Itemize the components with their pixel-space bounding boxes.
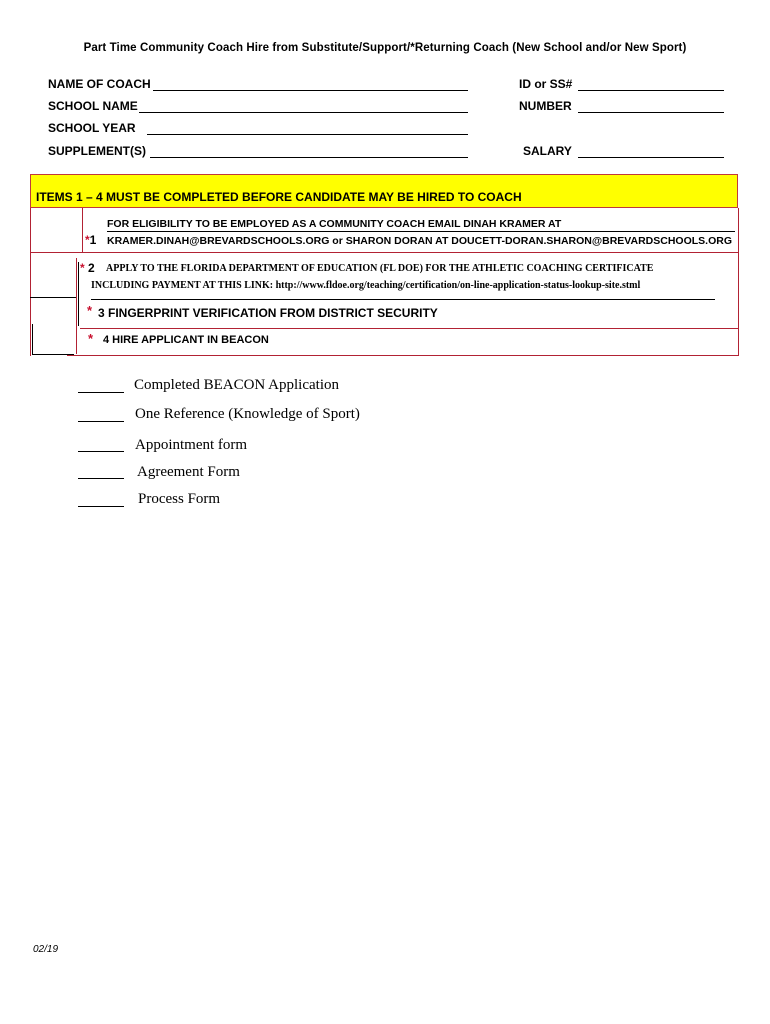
checklist-blank-4[interactable] (78, 478, 124, 479)
name-of-coach-field[interactable] (153, 90, 468, 91)
item3-text: 3 FINGERPRINT VERIFICATION FROM DISTRICT SECURITY (98, 306, 438, 320)
revision-date: 02/19 (33, 944, 59, 955)
box-bottom-border (67, 355, 739, 356)
name-of-coach-label: NAME OF COACH (48, 77, 151, 91)
item4-mark-vertical (32, 324, 33, 354)
supplements-label: SUPPLEMENT(S) (48, 144, 147, 158)
school-year-label: SCHOOL YEAR (48, 121, 136, 135)
row-divider-1 (30, 252, 738, 253)
number-label: NUMBER (519, 99, 572, 113)
checklist-blank-5[interactable] (78, 506, 124, 507)
item1-underline (107, 231, 735, 232)
school-name-field[interactable] (139, 112, 468, 113)
item2-line1: APPLY TO THE FLORIDA DEPARTMENT OF EDUCATION (FL DOE) FOR THE ATHLETIC COACHING CERTIFICATE (106, 263, 654, 274)
inner-left-border (76, 258, 77, 354)
item4-marker: * (88, 331, 94, 346)
checklist-item-process-form: Process Form (138, 491, 221, 507)
id-or-ss-label: ID or SS# (519, 77, 573, 91)
checklist-item-agreement-form: Agreement Form (137, 464, 240, 480)
box-left-border (30, 208, 31, 356)
item4-mark-base (32, 354, 74, 355)
checklist-item-appointment-form: Appointment form (135, 437, 248, 453)
row-divider-3 (80, 328, 738, 329)
checklist-blank-3[interactable] (78, 451, 124, 452)
id-or-ss-field[interactable] (578, 90, 724, 91)
checklist-blank-1[interactable] (78, 392, 124, 393)
supplements-field[interactable] (150, 157, 468, 158)
item1-line2: KRAMER.DINAH@BREVARDSCHOOLS.ORG or SHARON DORAN AT DOUCETT-DORAN.SHARON@BREVARDSCHOOLS.ORG (107, 235, 733, 247)
item1-marker: *1 (85, 233, 97, 247)
item2-underline (91, 299, 715, 300)
item3-marker: * (87, 303, 93, 318)
salary-label: SALARY (523, 144, 572, 158)
item2-marker: * 2 (80, 261, 95, 275)
banner-text: ITEMS 1 – 4 MUST BE COMPLETED BEFORE CANDIDATE MAY BE HIRED TO COACH (36, 190, 522, 204)
school-name-label: SCHOOL NAME (48, 99, 138, 113)
school-year-field[interactable] (147, 134, 468, 135)
item1-line1: FOR ELIGIBILITY TO BE EMPLOYED AS A COMMUNITY COACH EMAIL DINAH KRAMER AT (107, 218, 562, 230)
box-right-border (738, 208, 739, 356)
form-title: Part Time Community Coach Hire from Substitute/Support/*Returning Coach (New School and/or New Sport) (83, 42, 687, 54)
checklist-blank-2[interactable] (78, 421, 124, 422)
item2-3-mark-vertical (78, 262, 79, 326)
item1-left-border (82, 208, 83, 252)
checklist-item-reference: One Reference (Knowledge of Sport) (135, 406, 360, 422)
item2-line2: INCLUDING PAYMENT AT THIS LINK: http://www.fldoe.org/teaching/certification/on-line-application-status-lookup-site.stml (91, 280, 641, 291)
item2-check-mark (30, 297, 76, 298)
salary-field[interactable] (578, 157, 724, 158)
item4-text: 4 HIRE APPLICANT IN BEACON (103, 334, 269, 346)
checklist-item-beacon-application: Completed BEACON Application (134, 377, 339, 393)
number-field[interactable] (578, 112, 724, 113)
